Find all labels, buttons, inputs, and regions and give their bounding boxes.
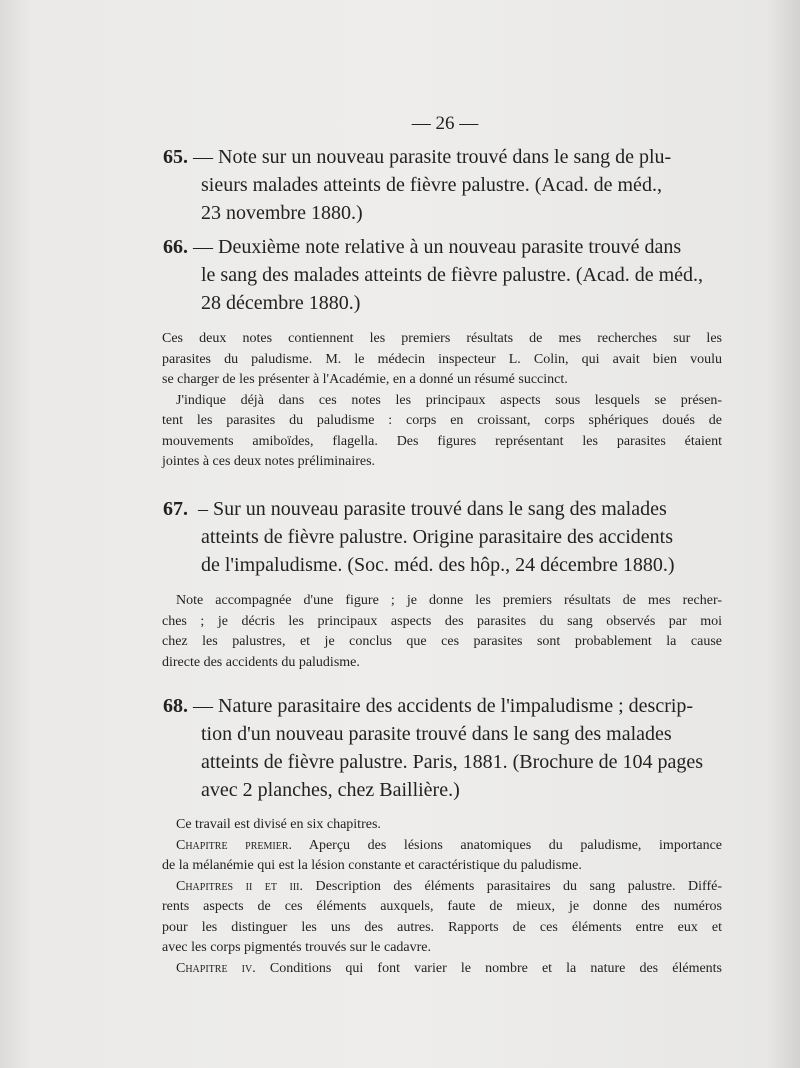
entry-66-line-2: le sang des malades atteints de fièvre palustre. (Acad. de méd., [201, 264, 704, 286]
entry-66-text-1: — Deuxième note relative à un nouveau parasite trouvé dans [193, 236, 682, 258]
entry-68-line-4: avec 2 planches, chez Baillière.) [201, 779, 460, 801]
chapter-4-label: Chapitre iv. [176, 960, 256, 976]
entry-68-line-3: atteints de fièvre palustre. Paris, 1881. (Brochure de 104 pages [201, 751, 704, 773]
note-67-line: directe des accidents du paludisme. [162, 654, 360, 670]
note-66-line: mouvements amiboïdes, flagella. Des figures représentant les parasites étaient [162, 433, 722, 449]
note-66-line: se charger de les présenter à l'Académie, en a donné un résumé succinct. [162, 372, 568, 387]
note-68-line: de la mélanémie qui est la lésion constante et caractéristique du paludisme. [162, 858, 582, 873]
entry-68-text-1: — Nature parasitaire des accidents de l'impaludisme ; descrip- [193, 695, 694, 717]
note-67 [162, 591, 722, 673]
note-68-line: avec les corps pigmentés trouvés sur le cadavre. [162, 940, 432, 955]
entry-68 [163, 692, 723, 804]
entry-66-line-3: 28 décembre 1880.) [201, 292, 361, 314]
note-66-line: tent les parasites du paludisme : corps en croissant, corps sphériques doués de [162, 413, 722, 428]
entry-68-number: 68. [163, 695, 188, 717]
note-66-line: jointes à ces deux notes préliminaires. [162, 454, 376, 469]
note-67-line: chez les palustres, et je conclus que ces parasites sont probablement la cause [162, 634, 722, 649]
page-number: — 26 — [411, 113, 479, 134]
entry-67 [163, 495, 723, 579]
entry-68-line-2: tion d'un nouveau parasite trouvé dans le sang des malades [201, 723, 672, 745]
chapter-4-text: Conditions qui font varier le nombre et la nature des éléments [269, 960, 723, 976]
note-68 [162, 815, 722, 979]
note-67-line: ches ; je décris les principaux aspects des parasites du sang observés par moi [162, 613, 722, 629]
entry-66 [163, 233, 723, 317]
note-68-chapter-1-line [162, 836, 722, 857]
note-68-line: pour les distinguer les uns des autres. Rapports de ces éléments entre eux et [162, 919, 722, 935]
note-68-chapter-4-line [162, 959, 722, 980]
chapter-2-3-label: Chapitres ii et iii. [176, 878, 304, 894]
note-66-line: parasites du paludisme. M. le médecin inspecteur L. Colin, qui avait bien voulu [162, 351, 722, 367]
chapter-1-label: Chapitre premier. [176, 837, 293, 853]
entry-67-line-1 [163, 495, 723, 523]
note-66 [162, 329, 722, 473]
entry-67-text-1: – Sur un nouveau parasite trouvé dans le sang des malades [198, 498, 667, 520]
note-66-line: Ces deux notes contiennent les premiers résultats de mes recherches sur les [162, 331, 722, 346]
chapter-1-text: Aperçu des lésions anatomiques du paludisme, importance [308, 837, 723, 853]
note-68-line: rents aspects de ces éléments auxquels, faute de mieux, je donne des numéros [162, 899, 722, 914]
note-67-line: Note accompagnée d'une figure ; je donne les premiers résultats de mes recher- [176, 593, 722, 608]
entry-65-text-1: — Note sur un nouveau parasite trouvé dans le sang de plu- [193, 146, 672, 168]
entry-68-line-1 [163, 692, 723, 720]
entry-65-number: 65. [163, 146, 188, 168]
entry-67-line-2: atteints de fièvre palustre. Origine parasitaire des accidents [201, 526, 674, 548]
note-68-intro: Ce travail est divisé en six chapitres. [176, 817, 381, 832]
note-68-chapter-2-3-line [162, 877, 722, 898]
note-66-line: J'indique déjà dans ces notes les principaux aspects sous lesquels se présen- [176, 392, 722, 408]
entry-66-number: 66. [163, 236, 188, 258]
entry-67-number: 67. [163, 498, 188, 520]
entry-67-line-3: de l'impaludisme. (Soc. méd. des hôp., 24 décembre 1880.) [201, 554, 675, 576]
entry-65-line-2: sieurs malades atteints de fièvre palustre. (Acad. de méd., [201, 174, 662, 196]
chapter-2-3-text: Description des éléments parasitaires du sang palustre. Diffé- [315, 878, 722, 894]
entry-65 [163, 143, 723, 227]
entry-65-line-1 [163, 143, 723, 171]
entry-66-line-1 [163, 233, 723, 261]
entry-65-line-3: 23 novembre 1880.) [201, 202, 363, 224]
